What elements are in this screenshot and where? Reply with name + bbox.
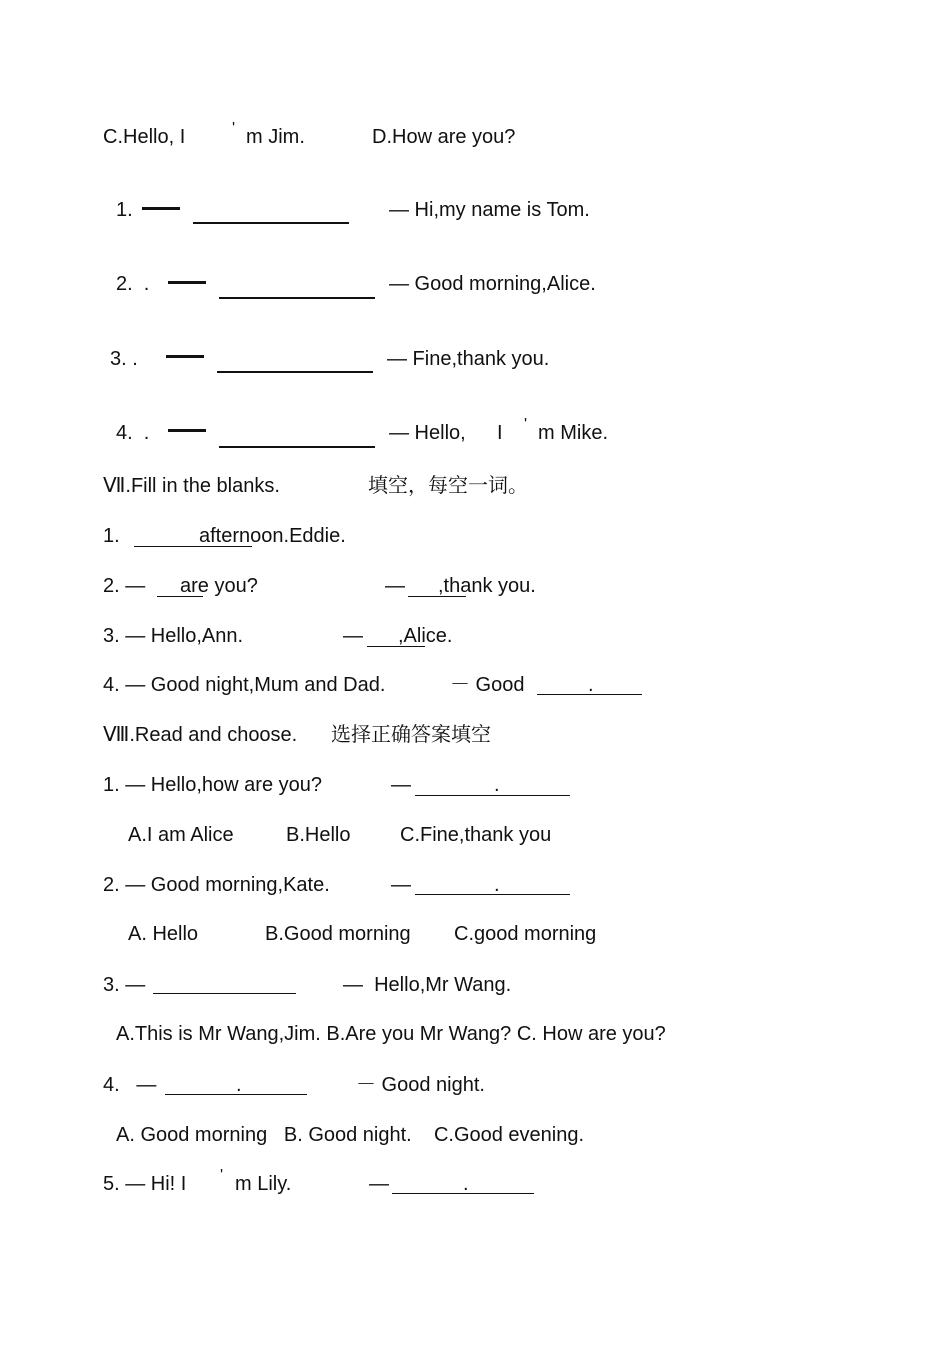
s7-q1-text: afternoon.Eddie. — [199, 525, 346, 547]
match-1-number: 1. — [116, 199, 133, 221]
s8-q1-option-c[interactable]: C.Fine,thank you — [400, 824, 552, 846]
s8-q1-question: 1. — Hello,how are you? — [103, 774, 323, 796]
s8-q3-answer: — Hello,Mr Wang. — [343, 974, 512, 996]
blank-dot: . — [494, 774, 500, 796]
s7-q2-dash: — — [385, 575, 405, 597]
dash-mark — [168, 429, 206, 432]
blank-dot: . — [463, 1173, 469, 1195]
s7-q3-start: 3. — Hello,Ann. — [103, 625, 244, 647]
s7-q2-start: 2. — — [103, 575, 146, 597]
s7-q2-end: ,thank you. — [438, 575, 536, 597]
blank-dot: . — [588, 674, 594, 696]
s7-q3-end: ,Alice. — [398, 625, 453, 647]
blank-dot: . — [494, 874, 500, 896]
s8-q2-option-b[interactable]: B.Good morning — [265, 923, 411, 945]
s7-q1-number: 1. — [103, 525, 120, 547]
match-2-answer: — Good morning,Alice. — [389, 273, 596, 295]
option-c-end: m Jim. — [246, 126, 305, 148]
s8-q2-question: 2. — Good morning,Kate. — [103, 874, 330, 896]
s7-q2-text: are you? — [180, 575, 258, 597]
match-4-answer-c: m Mike. — [538, 422, 608, 444]
answer-blank[interactable] — [217, 371, 373, 373]
answer-blank[interactable] — [219, 297, 375, 299]
s8-q1-option-a[interactable]: A.I am Alice — [128, 824, 234, 846]
answer-blank[interactable] — [153, 993, 296, 994]
s8-q2-dash: — — [391, 874, 411, 896]
s8-q5-end: m Lily. — [235, 1173, 292, 1195]
dash-mark — [166, 355, 204, 358]
blank-dot: . — [236, 1074, 242, 1096]
match-3-number: 3. . — [110, 348, 138, 370]
dash-mark — [142, 207, 180, 210]
s8-q3-question: 3. — — [103, 974, 146, 996]
match-3-answer: — Fine,thank you. — [387, 348, 550, 370]
section-8-title: Ⅷ.Read and choose. — [103, 724, 298, 746]
option-d: D.How are you? — [372, 126, 516, 148]
s8-q4-answer: － Good night. — [356, 1074, 485, 1096]
section-7-title-cn: 填空，每空一词。 — [368, 475, 528, 497]
section-7-title: Ⅶ.Fill in the blanks. — [103, 475, 280, 497]
match-1-answer: — Hi,my name is Tom. — [389, 199, 590, 221]
match-2-number: 2. . — [116, 273, 150, 295]
s8-q2-option-a[interactable]: A. Hello — [128, 923, 199, 945]
apostrophe: ' — [220, 1167, 224, 1184]
match-4-number: 4. . — [116, 422, 150, 444]
s7-q4-good: － Good — [450, 674, 525, 696]
s7-q3-dash: — — [343, 625, 363, 647]
s8-q5-dash: — — [369, 1173, 389, 1195]
section-8-title-cn: 选择正确答案填空 — [331, 724, 491, 746]
s8-q1-option-b[interactable]: B.Hello — [286, 824, 351, 846]
answer-blank[interactable] — [219, 446, 375, 448]
s8-q2-option-c[interactable]: C.good morning — [454, 923, 597, 945]
apostrophe: ' — [232, 120, 236, 137]
option-c: C.Hello, I — [103, 126, 186, 148]
s8-q5-start: 5. — Hi! I — [103, 1173, 187, 1195]
answer-blank[interactable] — [415, 894, 570, 895]
match-4-answer-b: I — [497, 422, 503, 444]
s8-q3-options[interactable]: A.This is Mr Wang,Jim. B.Are you Mr Wang? C. How are you? — [116, 1023, 666, 1045]
s8-q1-dash: — — [391, 774, 411, 796]
s7-q4-start: 4. — Good night,Mum and Dad. — [103, 674, 386, 696]
s8-q4-question: 4. — — [103, 1074, 157, 1096]
answer-blank[interactable] — [193, 222, 349, 224]
dash-mark — [168, 281, 206, 284]
s8-q4-options[interactable]: A. Good morning B. Good night. C.Good evening. — [116, 1124, 585, 1146]
match-4-answer-a: — Hello, — [389, 422, 466, 444]
answer-blank[interactable] — [415, 795, 570, 796]
apostrophe: ' — [524, 416, 528, 433]
